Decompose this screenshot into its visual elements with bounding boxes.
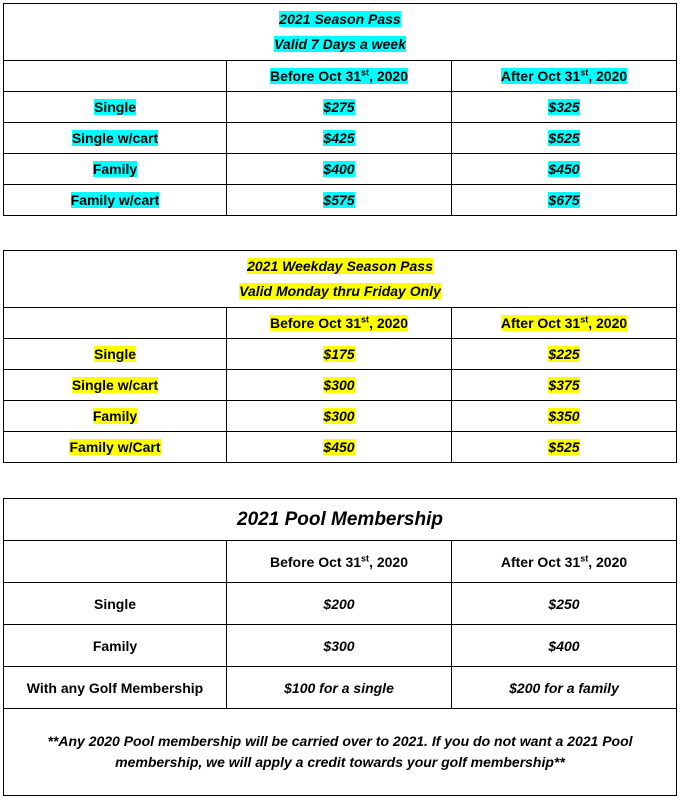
- weekday-pass-header-blank: [4, 308, 227, 339]
- price-after: $525: [452, 432, 677, 463]
- table-row: [4, 92, 677, 123]
- price-before: $300: [227, 401, 452, 432]
- table-row: [4, 401, 677, 432]
- pool-membership-note: **Any 2020 Pool membership will be carried over to 2021. If you do not want a 2021 Pool membership, we will apply a credit towards your golf membership**: [4, 709, 677, 796]
- price-after: $325: [452, 92, 677, 123]
- row-label: Single: [4, 583, 227, 625]
- row-label: Family: [4, 154, 227, 185]
- weekday-pass-table: [3, 250, 677, 463]
- row-label: Single: [4, 92, 227, 123]
- row-label: Family w/Cart: [4, 432, 227, 463]
- pool-membership-header-after: After Oct 31st, 2020: [452, 541, 677, 583]
- row-label: Single w/cart: [4, 123, 227, 154]
- season-pass-title-row: [4, 4, 677, 61]
- price-after: $675: [452, 185, 677, 216]
- table-row: [4, 339, 677, 370]
- pool-membership-header-row: [4, 541, 677, 583]
- weekday-pass-header-row: [4, 308, 677, 339]
- price-before: $575: [227, 185, 452, 216]
- table-row: [4, 625, 677, 667]
- price-after: $400: [452, 625, 677, 667]
- row-label: Family: [4, 401, 227, 432]
- table-row: [4, 154, 677, 185]
- price-before: $275: [227, 92, 452, 123]
- price-after: $225: [452, 339, 677, 370]
- price-before: $400: [227, 154, 452, 185]
- weekday-pass-title: [4, 251, 677, 308]
- pool-membership-table: [3, 498, 677, 796]
- season-pass-title-line2: Valid 7 Days a week: [274, 36, 406, 52]
- table-row: [4, 185, 677, 216]
- table-row: [4, 370, 677, 401]
- price-before: $450: [227, 432, 452, 463]
- weekday-pass-title-line2: Valid Monday thru Friday Only: [239, 283, 441, 299]
- price-before: $425: [227, 123, 452, 154]
- season-pass-header-blank: [4, 61, 227, 92]
- weekday-pass-header-after: After Oct 31st, 2020: [452, 308, 677, 339]
- table-row: [4, 432, 677, 463]
- season-pass-title: [4, 4, 677, 61]
- season-pass-header-after: After Oct 31st, 2020: [452, 61, 677, 92]
- price-before: $300: [227, 625, 452, 667]
- pool-membership-header-blank: [4, 541, 227, 583]
- price-before: $300: [227, 370, 452, 401]
- weekday-pass-title-line1: 2021 Weekday Season Pass: [247, 258, 433, 274]
- price-after: $450: [452, 154, 677, 185]
- pool-membership-title-row: [4, 499, 677, 541]
- row-label: Family: [4, 625, 227, 667]
- table-row: [4, 583, 677, 625]
- pool-membership-title: 2021 Pool Membership: [4, 499, 677, 541]
- row-label: Single w/cart: [4, 370, 227, 401]
- season-pass-title-line1: 2021 Season Pass: [279, 11, 401, 27]
- pool-membership-note-row: [4, 709, 677, 796]
- price-after: $525: [452, 123, 677, 154]
- table-row: [4, 667, 677, 709]
- weekday-pass-header-before: Before Oct 31st, 2020: [227, 308, 452, 339]
- price-after: $375: [452, 370, 677, 401]
- table-row: [4, 123, 677, 154]
- pool-membership-header-before: Before Oct 31st, 2020: [227, 541, 452, 583]
- price-after: $200 for a family: [452, 667, 677, 709]
- season-pass-table: [3, 3, 677, 216]
- row-label: Family w/cart: [4, 185, 227, 216]
- price-before: $175: [227, 339, 452, 370]
- price-after: $350: [452, 401, 677, 432]
- row-label: Single: [4, 339, 227, 370]
- price-before: $200: [227, 583, 452, 625]
- weekday-pass-title-row: [4, 251, 677, 308]
- price-before: $100 for a single: [227, 667, 452, 709]
- price-after: $250: [452, 583, 677, 625]
- season-pass-header-row: [4, 61, 677, 92]
- row-label: With any Golf Membership: [4, 667, 227, 709]
- season-pass-header-before: Before Oct 31st, 2020: [227, 61, 452, 92]
